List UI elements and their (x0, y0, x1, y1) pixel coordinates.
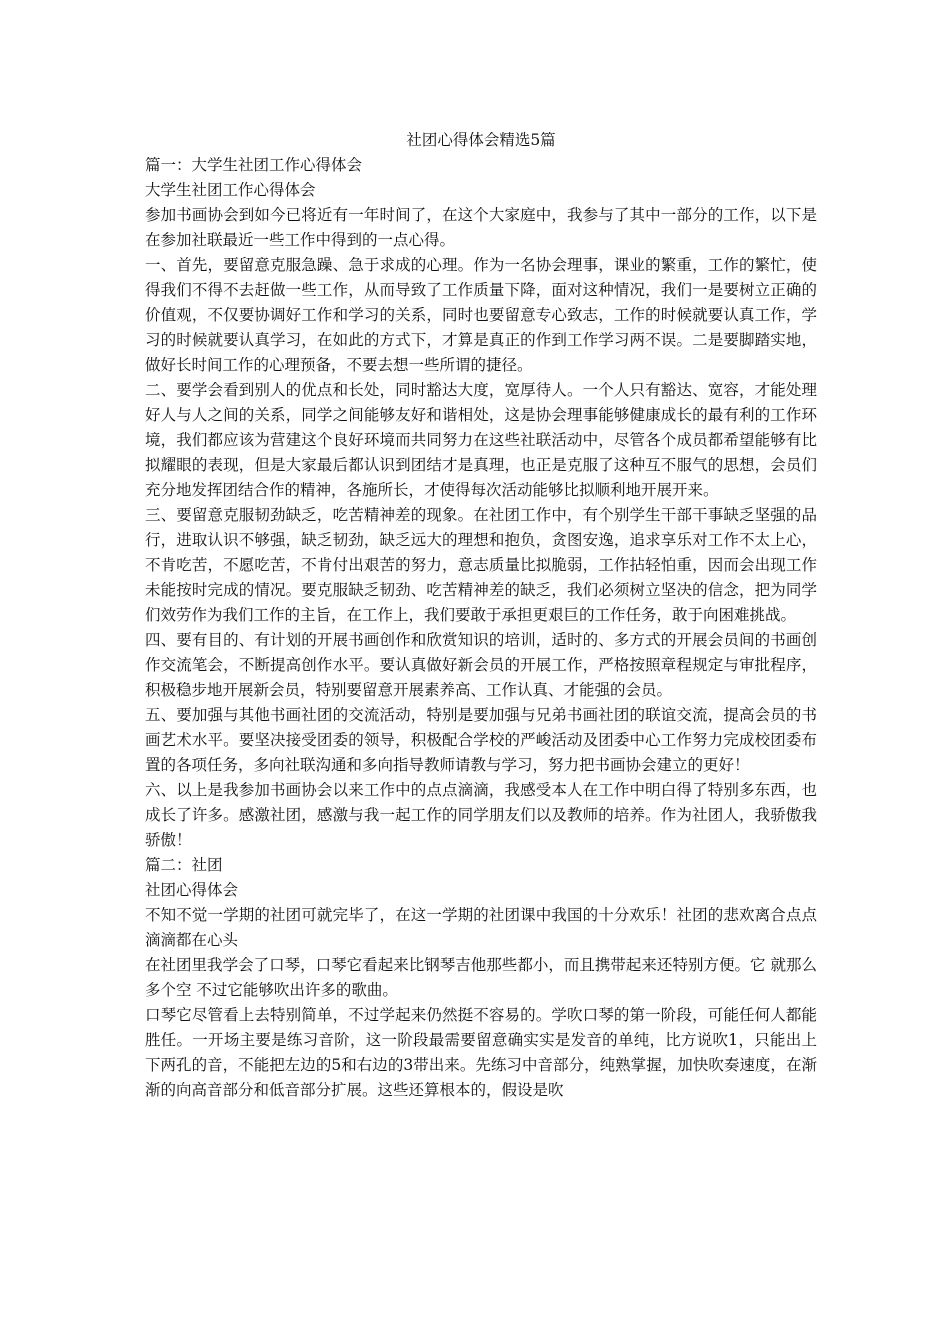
body-paragraph: 一、首先，要留意克服急躁、急于求成的心理。作为一名协会理事，课业的繁重，工作的繁忙，使得我们不得不去赶做一些工作，从而导致了工作质量下降，面对这种情况，我们一是要树立正确的价值观，不仅要协调好工作和学习的关系，同时也要留意专心致志，工作的时候就要认真工作，学习的时候就要认真学习，在如此的方式下，才算是真正的作到工作学习两不误。二是要脚踏实地，做好长时间工作的心理预备，不要去想一些所谓的捷径。 (145, 256, 817, 374)
body-paragraph: 口琴它尽管看上去特别简单，不过学起来仍然挺不容易的。学吹口琴的第一阶段，可能任何人都能胜任。一开场主要是练习音阶，这一阶段最需要留意确实实是发音的单纯，比方说吹1，只能出上下两孔的音，不能把左边的5和右边的3带出来。先练习中音部分，纯熟掌握，加快吹奏速度，在渐渐的向高音部分和低音部分扩展。这些还算根本的，假设是吹 (145, 1006, 817, 1099)
section-heading: 篇二：社团 (145, 856, 223, 874)
body-paragraph: 二、要学会看到别人的优点和长处，同时豁达大度，宽厚待人。一个人只有豁达、宽容，才能处理好人与人之间的关系，同学之间能够友好和谐相处，这是协会理事能够健康成长的最有利的工作环境，我们都应该为营建这个良好环境而共同努力在这些社联活动中，尽管各个成员都希望能够有比拟耀眼的表现，但是大家最后都认识到团结才是真理，也正是克服了这种互不服气的思想，会员们充分地发挥团结合作的精神，各施所长，才使得每次活动能够比拟顺利地开展开来。 (145, 381, 817, 499)
body-paragraph: 参加书画协会到如今已将近有一年时间了，在这个大家庭中，我参与了其中一部分的工作，以下是在参加社联最近一些工作中得到的一点心得。 (145, 206, 817, 249)
document-page (145, 128, 817, 1103)
body-paragraph: 在社团里我学会了口琴，口琴它看起来比钢琴吉他那些都小，而且携带起来还特别方便。它 就那么多个空 不过它能够吹出许多的歌曲。 (145, 956, 817, 999)
document-body (145, 153, 817, 1103)
section-heading: 大学生社团工作心得体会 (145, 181, 316, 199)
body-paragraph: 不知不觉一学期的社团可就完毕了，在这一学期的社团课中我国的十分欢乐！社团的悲欢离合点点滴滴都在心头 (145, 906, 817, 949)
section-heading: 社团心得体会 (145, 881, 239, 899)
body-paragraph: 六、以上是我参加书画协会以来工作中的点点滴滴，我感受本人在工作中明白得了特别多东西，也成长了许多。感激社团，感激与我一起工作的同学朋友们以及教师的培养。作为社团人，我骄傲我骄傲！ (145, 781, 817, 849)
document-title: 社团心得体会精选5篇 (406, 131, 556, 149)
body-paragraph: 三、要留意克服韧劲缺乏，吃苦精神差的现象。在社团工作中，有个别学生干部干事缺乏坚强的品行，进取认识不够强，缺乏韧劲，缺乏远大的理想和抱负，贪图安逸，追求享乐对工作不太上心，不肯吃苦，不愿吃苦，不肯付出艰苦的努力，意志质量比拟脆弱，工作拈轻怕重，因而会出现工作未能按时完成的情况。要克服缺乏韧劲、吃苦精神差的缺乏，我们必须树立坚决的信念，把为同学们效劳作为我们工作的主旨，在工作上，我们要敢于承担更艰巨的工作任务，敢于向困难挑战。 (145, 506, 817, 624)
section-heading: 篇一：大学生社团工作心得体会 (145, 156, 363, 174)
body-paragraph: 五、要加强与其他书画社团的交流活动，特别是要加强与兄弟书画社团的联谊交流，提高会员的书画艺术水平。要坚决接受团委的领导，积极配合学校的严峻活动及团委中心工作努力完成校团委布置的各项任务，多向社联沟通和多向指导教师请教与学习，努力把书画协会建立的更好！ (145, 706, 817, 774)
body-paragraph: 四、要有目的、有计划的开展书画创作和欣赏知识的培训，适时的、多方式的开展会员间的书画创作交流笔会，不断提高创作水平。要认真做好新会员的开展工作，严格按照章程规定与审批程序，积极稳步地开展新会员，特别要留意开展素养高、工作认真、才能强的会员。 (145, 631, 817, 699)
